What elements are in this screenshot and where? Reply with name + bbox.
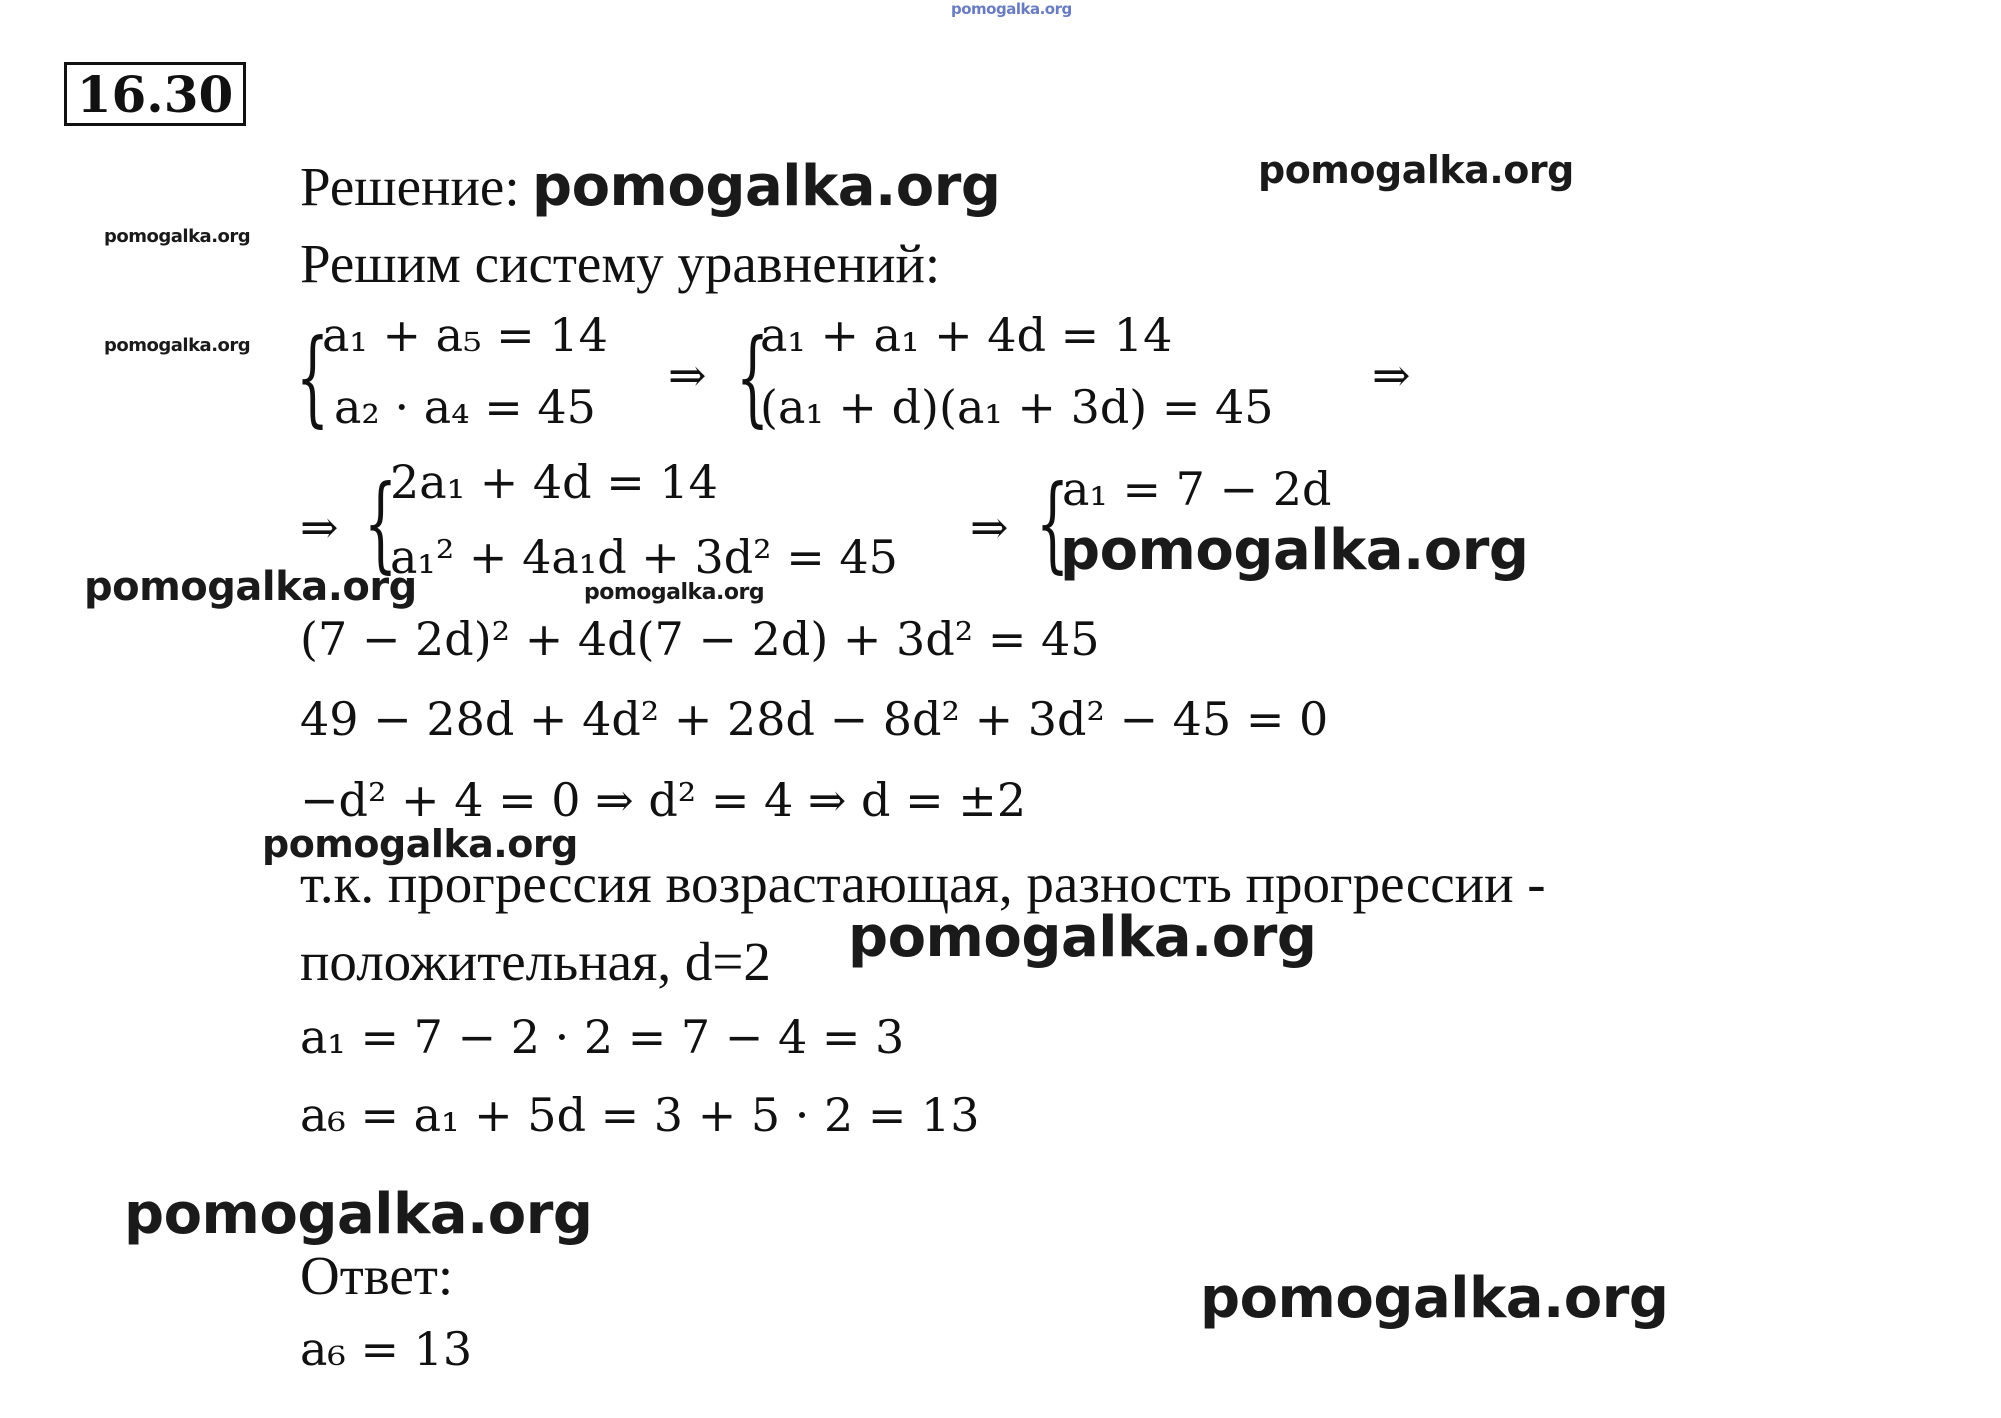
system3-line2: a₁² + 4a₁d + 3d² = 45 bbox=[390, 530, 898, 584]
a6-calculation: a₆ = a₁ + 5d = 3 + 5 · 2 = 13 bbox=[300, 1088, 980, 1142]
brace-system3: { bbox=[364, 462, 398, 584]
watermark-left-4: pomogalka.org bbox=[262, 822, 578, 866]
equation-line3: −d² + 4 = 0 ⇒ d² = 4 ⇒ d = ±2 bbox=[300, 773, 1027, 827]
solution-label: Решение: bbox=[300, 156, 520, 217]
arrow-4: ⇒ bbox=[970, 500, 1009, 554]
system2-line2: (a₁ + d)(a₁ + 3d) = 45 bbox=[760, 380, 1274, 434]
problem-number: 16.30 bbox=[64, 62, 246, 126]
arrow-1: ⇒ bbox=[668, 348, 707, 402]
watermark-left-bottom: pomogalka.org bbox=[124, 1182, 593, 1247]
arrow-3: ⇒ bbox=[300, 500, 339, 554]
brace-system4: { bbox=[1036, 462, 1070, 584]
answer-label: Ответ: bbox=[300, 1245, 454, 1306]
solve-system-text: Решим систему уравнений: bbox=[300, 233, 941, 294]
watermark-center-mid: pomogalka.org bbox=[848, 905, 1317, 970]
watermark-solution: pomogalka.org bbox=[532, 154, 1001, 219]
brace-system2: { bbox=[736, 316, 770, 438]
system4-line1: a₁ = 7 − 2d bbox=[1062, 462, 1332, 516]
watermark-left-1: pomogalka.org bbox=[104, 226, 251, 247]
equation-line1: (7 − 2d)² + 4d(7 − 2d) + 3d² = 45 bbox=[300, 612, 1100, 666]
system2-line1: a₁ + a₁ + 4d = 14 bbox=[760, 308, 1173, 362]
watermark-left-3: pomogalka.org bbox=[84, 564, 417, 610]
answer-value: a₆ = 13 bbox=[300, 1322, 473, 1376]
brace-system1: { bbox=[296, 316, 330, 438]
arrow-2: ⇒ bbox=[1372, 348, 1411, 402]
watermark-center-small: pomogalka.org bbox=[584, 580, 765, 605]
system1-line2: a₂ · a₄ = 45 bbox=[334, 380, 596, 434]
system3-line1: 2a₁ + 4d = 14 bbox=[390, 455, 718, 509]
system1-line1: a₁ + a₅ = 14 bbox=[322, 308, 608, 362]
a1-calculation: a₁ = 7 − 2 · 2 = 7 − 4 = 3 bbox=[300, 1010, 905, 1064]
watermark-left-2: pomogalka.org bbox=[104, 335, 251, 356]
watermark-right-top: pomogalka.org bbox=[1258, 148, 1574, 192]
explanation-line1: т.к. прогрессия возрастающая, разность прогрессии - bbox=[300, 853, 1546, 914]
watermark-top: pomogalka.org bbox=[951, 0, 1072, 18]
equation-line2: 49 − 28d + 4d² + 28d − 8d² + 3d² − 45 = 0 bbox=[300, 692, 1329, 746]
watermark-system4: pomogalka.org bbox=[1060, 518, 1529, 583]
watermark-right-bottom: pomogalka.org bbox=[1200, 1266, 1669, 1331]
explanation-line2: положительная, d=2 bbox=[300, 931, 771, 992]
